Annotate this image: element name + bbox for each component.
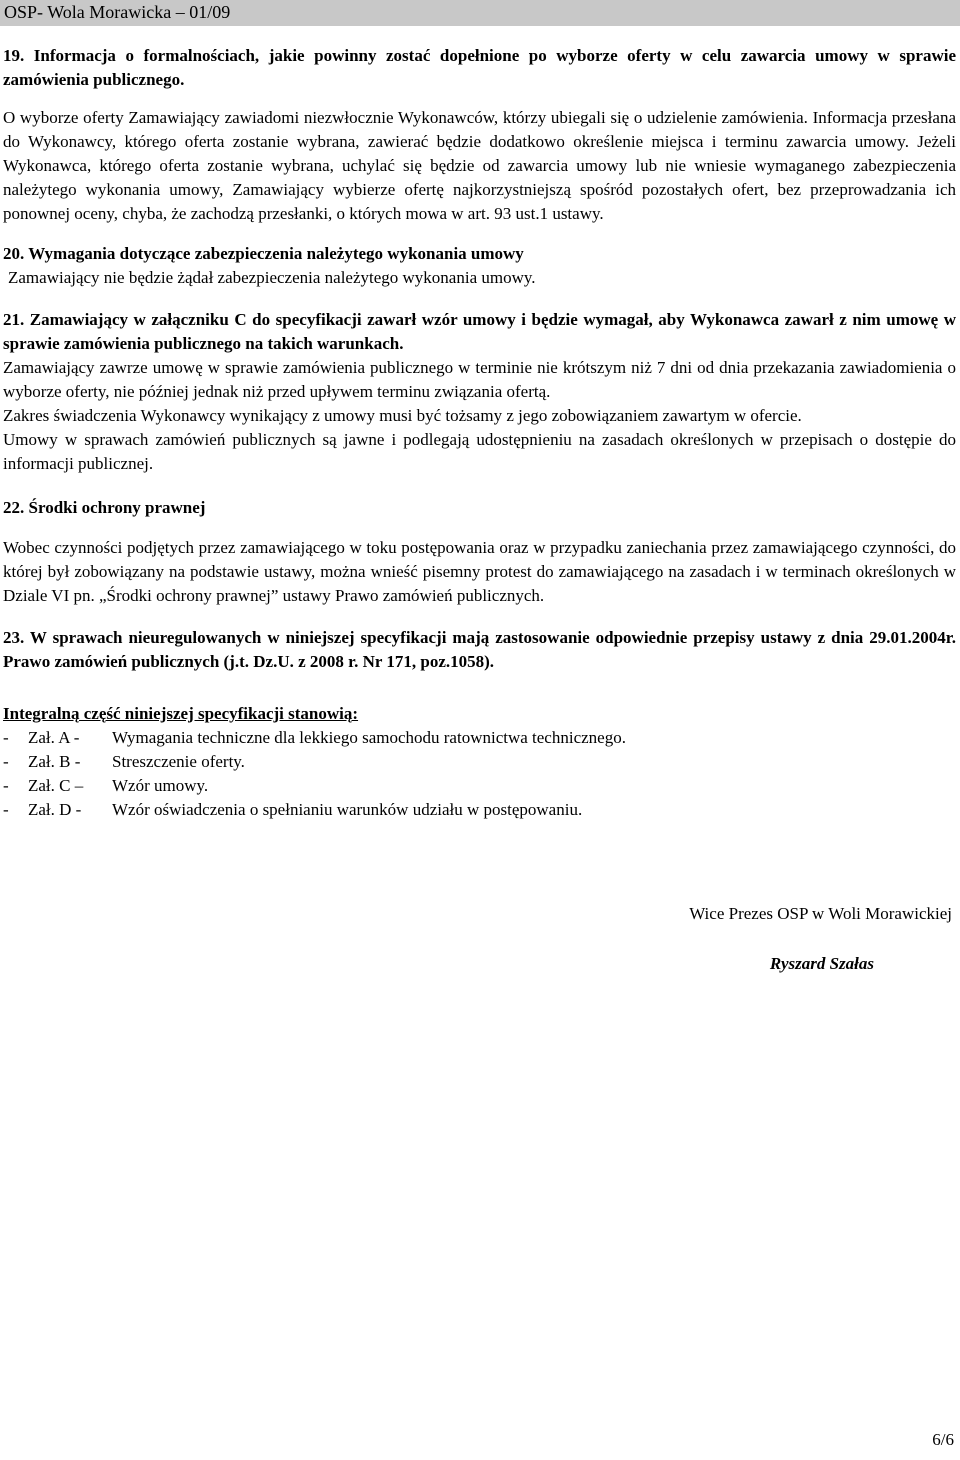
attachment-item (3, 726, 956, 750)
attachment-dash: - (3, 728, 9, 747)
attachment-item (3, 798, 956, 822)
section-19-body: O wyborze oferty Zamawiający zawiadomi niezwłocznie Wykonawców, którzy ubiegali się o udzielenie zamówienia. Informacja przesłana do Wykonawcy, którego oferta zostanie wybrana, zawierać będzie dodatkowo określenie miejsca i terminu zawarcia umowy. Jeżeli Wykonawca, którego oferta zostanie wybrana, uchylać się będzie od zawarcia umowy lub nie wniesie wymaganego zabezpieczenia należytego wykonania umowy, Zamawiający wybierze ofertę najkorzystniejszą spośród pozostałych ofert, bez przeprowadzania ich ponownej oceny, chyba, że zachodzą przesłanki, o których mowa w art. 93 ust.1 ustawy. (3, 108, 956, 223)
attachment-item (3, 750, 956, 774)
attachment-dash: - (3, 752, 9, 771)
attachment-desc: Wzór oświadczenia o spełnianiu warunków udziału w postępowaniu. (112, 800, 583, 819)
attachment-item (3, 774, 956, 798)
attachment-desc: Wzór umowy. (112, 776, 209, 795)
attachment-code: Zał. C – (28, 776, 84, 795)
attachment-desc: Streszczenie oferty. (112, 752, 245, 771)
attachment-code: Zał. A - (28, 728, 80, 747)
page-header (0, 0, 960, 26)
attachment-desc: Wymagania techniczne dla lekkiego samochodu ratownictwa technicznego. (112, 728, 626, 747)
section-20-heading: 20. Wymagania dotyczące zabezpieczenia należytego wykonania umowy (3, 244, 524, 263)
attachments-list (3, 726, 956, 822)
attachment-dash: - (3, 776, 9, 795)
section-19-heading: 19. Informacja o formalnościach, jakie powinny zostać dopełnione po wyborze oferty w celu zawarcia umowy w sprawie zamówienia publicznego. (3, 46, 956, 89)
section-22-heading: 22. Środki ochrony prawnej (3, 498, 206, 517)
page-number: 6/6 (932, 1430, 954, 1449)
section-20-body: Zamawiający nie będzie żądał zabezpieczenia należytego wykonania umowy. (8, 268, 536, 287)
attachments-heading: Integralną część niniejszej specyfikacji stanowią: (3, 704, 359, 723)
section-22-body: Wobec czynności podjętych przez zamawiającego w toku postępowania oraz w przypadku zaniechania przez zamawiającego czynności, do której był zobowiązany na podstawie ustawy, można wnieść pisemny protest do zamawiającego na zasadach i w terminach określonych w Dziale VI pn. „Środki ochrony prawnej” ustawy Prawo zamówień publicznych. (3, 538, 956, 605)
attachment-dash: - (3, 800, 9, 819)
section-21-heading: 21. Zamawiający w załączniku C do specyfikacji zawarł wzór umowy i będzie wymagał, aby Wykonawca zawarł z nim umowę w sprawie zamówienia publicznego na takich warunkach. (3, 310, 956, 353)
signature-block (689, 902, 952, 976)
header-title: OSP- Wola Morawicka – 01/09 (4, 2, 231, 22)
attachment-code: Zał. B - (28, 752, 81, 771)
attachment-code: Zał. D - (28, 800, 82, 819)
document-body (3, 44, 956, 822)
section-23-heading: 23. W sprawach nieuregulowanych w niniejszej specyfikacji mają zastosowanie odpowiednie przepisy ustawy z dnia 29.01.2004r. Prawo zamówień publicznych (j.t. Dz.U. z 2008 r. Nr 171, poz.1058). (3, 628, 956, 671)
section-21-body-3: Umowy w sprawach zamówień publicznych są jawne i podlegają udostępnieniu na zasadach określonych w przepisach o dostępie do informacji publicznej. (3, 430, 956, 473)
signature-title: Wice Prezes OSP w Woli Morawickiej (689, 904, 952, 923)
section-21-body-1: Zamawiający zawrze umowę w sprawie zamówienia publicznego w terminie nie krótszym niż 7 dni od dnia przekazania zawiadomienia o wyborze oferty, nie później jednak niż przed upływem terminu związania ofertą. (3, 358, 956, 401)
signature-name: Ryszard Szałas (769, 954, 874, 973)
section-21-body-2: Zakres świadczenia Wykonawcy wynikający z umowy musi być tożsamy z jego zobowiązaniem zawartym w ofercie. (3, 406, 802, 425)
